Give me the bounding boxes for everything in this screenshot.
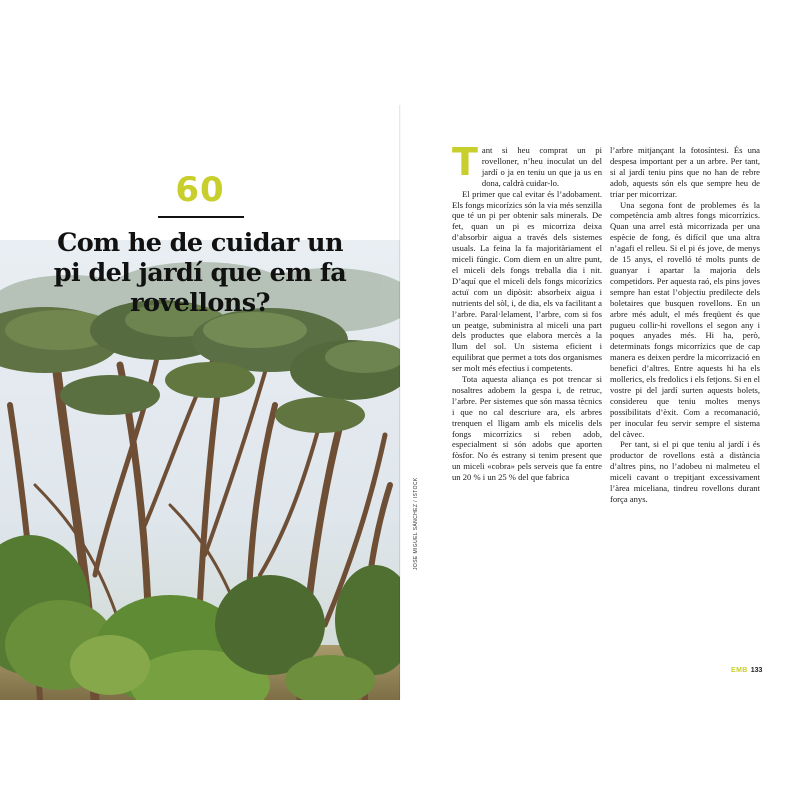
text-column-1: [452, 140, 602, 483]
photo-page: [0, 105, 400, 700]
paragraph: Per tant, si el pi que teniu al jardí i és productor de rovellons està a distància d’altres pins, no l’adobeu ni malmeteu el miceli cavant o trepitjant excessivament l’àrea miceliana, tindreu rovellons durant força anys.: [610, 439, 760, 504]
paragraph: Tota aquesta aliança es pot trencar si nosaltres adobem la gespa i, de retruc, l’arbre. Per sistemes que són massa tècnics i que no cal descriure ara, els arbres trenquen el lligam amb els micelis dels fongs micorrízics si reben adob, especialment si són adobs que aporten fòsfor. No és estrany si tenim present que un miceli «cobra» pels serveis que fa entre un 20 % i un 25 % del que fabrica: [452, 374, 602, 483]
text-column-2: [610, 145, 760, 505]
paragraph: El primer que cal evitar és l’adobament. Els fongs micorízics són la via més senzilla que té un pi per obtenir sals minerals. De fet, quan un pi es micorriza deixa d’absorbir aigua a través dels sistemes usuals. La feina la fa majoritàriament el miceli fúngic. Com diem en un altre punt, el miceli dels fongs treballa dia i nit. D’aquí que el miceli dels fongs micorízics actuï com un dipòsit: absorbeix aigua i nutrients del sòl, i, de dia, els va facilitant a l’arbre. Paral·lelament, l’arbre, com si fos un peatge, subministra al miceli una part dels productes que elabora mercès a la llum del sol. Un sistema eficient i equilibrat que permet a tots dos organismes ser molt més efectius i competents.: [452, 188, 602, 374]
paragraph: l’arbre mitjançant la fotosíntesi. És una despesa important per a un arbre. Per tant, si al jardí teniu pins que no han de rebre adob, aquests són els que sempre heu de triar per micorrizar.: [610, 145, 760, 199]
photo-credit: JOSE MIGUEL SÁNCHEZ / ISTOCK: [413, 477, 419, 570]
drop-cap: T: [452, 140, 478, 184]
paragraph: [452, 140, 602, 189]
article-title: Com he de cuidar un pi del jardí que em fa rovellons?: [53, 228, 347, 318]
page-footer: [731, 667, 762, 675]
number-divider: [158, 216, 244, 218]
paragraph-text: ant si heu comprat un pi rovelloner, n’heu inoculat un del jardí o ja en teniu un que ja us en dona, caldrà cuidar-lo.: [481, 145, 602, 188]
page-number: 133: [750, 667, 763, 674]
magazine-brand: EMB: [731, 667, 748, 674]
article-number: 60: [175, 170, 225, 210]
paragraph: Una segona font de problemes és la competència amb altres fongs micorrízics. Quan una arrel està micorrizada per una espècie de fong, és difícil que una altra n’agafi el relleu. Si el pi és jove, de menys de 15 anys, el rovelló té molts punts de guanyar i apartar la majoria dels competidors. Per aquesta raó, els pins joves sempre han estat l’objectiu predilecte dels boletaires que busquen rovellons. En un arbre més adult, el més freqüent és que pugueu collir-hi rovellons el segon any i poques anyades més. Hi ha, però, determinats fongs micorrízics que de cap manera es deixen perdre la micorrizació en benefici d’altres. Entre aquests hi ha els mollerics, els fredolics i els fetjons. Si en el vostre pi del jardí surten aquests bolets, considereu que teniu moltes menys possibilitats d’èxit. Com a recomanació, per inocular feu servir sempre el sistema del càvec.: [610, 199, 760, 439]
